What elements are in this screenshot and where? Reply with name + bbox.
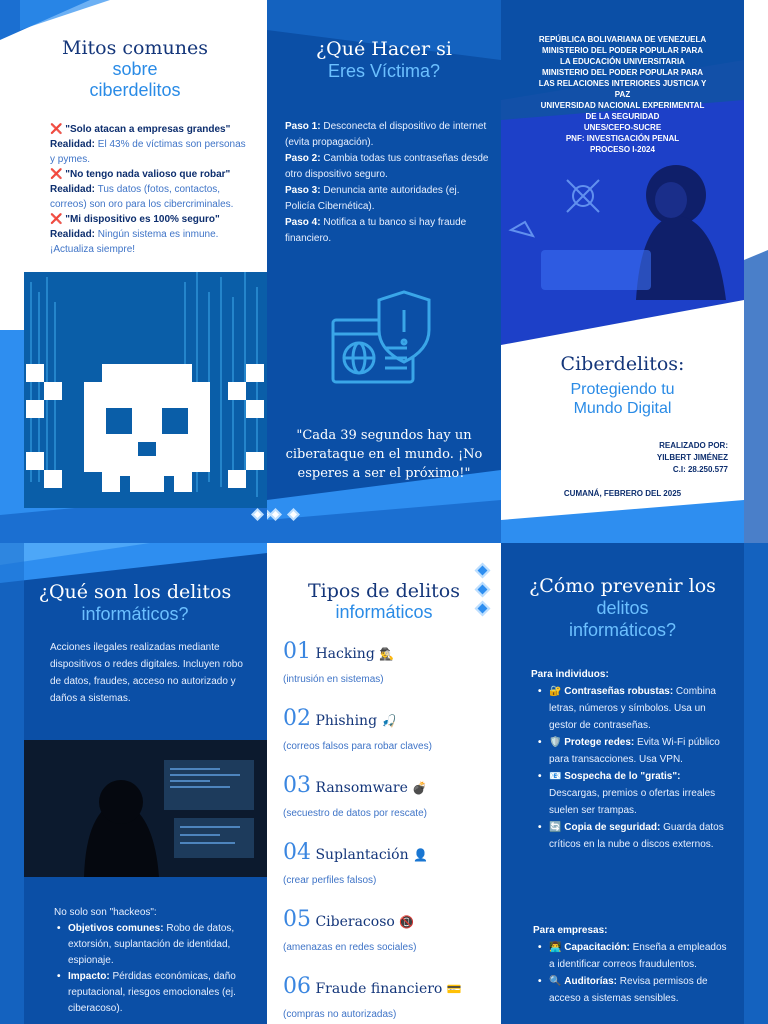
empresas-label: Para empresas:: [533, 925, 608, 936]
step-item: [285, 151, 489, 183]
prevenir-item: [535, 939, 731, 973]
mito-text: "Solo atacan a empresas grandes": [65, 124, 231, 135]
prevenir-item: [535, 768, 731, 819]
realidad-label: Realidad:: [50, 184, 96, 195]
realidad-text: Ningún sistema es inmune. ¡Actualiza siempre!: [50, 229, 219, 255]
mito-item: [50, 122, 250, 167]
tipo-item: [283, 907, 493, 974]
individuos-label: Para individuos:: [531, 669, 609, 680]
fishing-icon: 🎣: [381, 714, 397, 728]
lugar-fecha: CUMANÁ, FEBRERO DEL 2025: [563, 489, 682, 498]
user-icon: 👤: [413, 848, 429, 862]
bullet-text: Robo de datos, extorsión, suplantación de identidad, espionaje.: [68, 923, 235, 966]
not-only-text: No solo son "hackeos":: [54, 907, 157, 918]
victima-title-line2: Eres Víctima?: [327, 61, 441, 81]
item-text: Revisa permisos de acceso a sistemas sensibles.: [549, 976, 708, 1004]
tipo-name: Ciberacoso: [315, 914, 395, 930]
autor-block: [588, 440, 728, 476]
tipo-num: 02: [283, 706, 311, 731]
realidad-label: Realidad:: [50, 139, 96, 150]
realizado-label: REALIZADO POR:: [659, 441, 728, 450]
prevenir-item: [535, 683, 731, 734]
tipos-title-line2: informáticos: [335, 602, 433, 622]
item-text: Guarda datos críticos en la nube o discos externos.: [549, 822, 724, 850]
que-son-title-line2: informáticos?: [81, 604, 189, 624]
institucion-line: UNES/CEFO-SUCRE: [583, 123, 662, 132]
tipo-item: [283, 639, 493, 706]
panel-tipos: [267, 543, 501, 1024]
magnifier-icon: 🔍: [549, 976, 562, 987]
institucion-line: LAS RELACIONES INTERIORES JUSTICIA Y: [538, 79, 707, 88]
mito-text: "No tengo nada valioso que robar": [65, 169, 231, 180]
que-son-bullet: [54, 921, 242, 969]
mitos-title-line2: sobre: [112, 59, 158, 79]
mitos-title-line3: ciberdelitos: [89, 80, 181, 100]
individuos-list: [535, 683, 731, 853]
item-label: Protege redes:: [564, 737, 635, 748]
tipo-desc: (correos falsos para robar claves): [283, 741, 432, 752]
step-item: [285, 183, 489, 215]
pixel-skull-icon: [24, 272, 267, 508]
step-text: Desconecta el dispositivo de internet (evita propagación).: [285, 121, 487, 148]
portada-title: Ciberdelitos:: [560, 353, 685, 375]
tipo-num: 06: [283, 974, 311, 999]
tipo-item: [283, 840, 493, 907]
item-label: Capacitación:: [564, 942, 630, 953]
tipo-name: Fraude financiero: [315, 981, 443, 997]
prevenir-item: [535, 973, 731, 1007]
lock-icon: 🔐: [549, 686, 562, 697]
realidad-label: Realidad:: [50, 229, 96, 240]
technologist-icon: 👨‍💻: [549, 942, 562, 953]
institucion-line: REPÚBLICA BOLIVARIANA DE VENEZUELA: [538, 35, 707, 44]
mito-item: [50, 167, 250, 212]
institucion-line: MINISTERIO DEL PODER POPULAR PARA: [541, 68, 704, 77]
step-item: [285, 119, 489, 151]
step-text: Notifica a tu banco si hay fraude financiero.: [285, 217, 467, 244]
tipo-name: Phishing: [315, 713, 378, 729]
hacker-photo: [24, 740, 267, 877]
institucion-block: [515, 34, 730, 155]
item-text: Descargas, premios o ofertas irreales suelen ser trampas.: [549, 788, 716, 816]
bullet-label: Objetivos comunes:: [68, 923, 164, 934]
tipo-name: Ransomware: [315, 780, 408, 796]
item-label: Auditorías:: [564, 976, 618, 987]
item-text: Combina letras, números y símbolos. Usa un gestor de contraseñas.: [549, 686, 716, 731]
institucion-line: PNF: INVESTIGACIÓN PENAL: [565, 134, 680, 143]
tipo-desc: (crear perfiles falsos): [283, 875, 377, 886]
prevenir-title-line3: informáticos?: [568, 620, 677, 640]
refresh-icon: 🔄: [549, 822, 562, 833]
panel-prevenir: [501, 543, 768, 1024]
tipo-num: 03: [283, 773, 311, 798]
que-son-bullets: [54, 921, 242, 1017]
item-label: Copia de seguridad:: [564, 822, 661, 833]
empresas-list: [535, 939, 731, 1007]
institucion-line: PROCESO I-2024: [590, 145, 655, 154]
item-label: Sospecha de lo "gratis":: [564, 771, 681, 782]
step-text: Denuncia ante autoridades (ej. Policía Cibernética).: [285, 185, 460, 212]
bullet-text: Pérdidas económicas, daño reputacional, riesgos emocionales (ej. ciberacoso).: [68, 971, 236, 1014]
step-label: Paso 3:: [285, 185, 321, 196]
institucion-line: LA EDUCACIÓN UNIVERSITARIA: [560, 57, 685, 66]
autor-name: YILBERT JIMÉNEZ: [656, 453, 728, 462]
autor-ci: C.I: 28.250.577: [672, 465, 728, 474]
panel-mitos: [0, 0, 267, 543]
shield-icon: 🛡️: [549, 737, 562, 748]
realidad-text: El 43% de víctimas son personas y pymes.: [50, 139, 246, 165]
realidad-text: Tus datos (fotos, contactos, correos) son oro para los cibercriminales.: [50, 184, 234, 210]
tipos-title-line1: Tipos de delitos: [308, 580, 460, 602]
cross-icon: ❌: [50, 124, 63, 135]
mitos-list: [50, 122, 250, 257]
credit-card-icon: 💳: [446, 982, 462, 996]
prevenir-item: [535, 734, 731, 768]
prevenir-title-line2: delitos: [596, 598, 649, 618]
step-label: Paso 1:: [285, 121, 321, 132]
institucion-line: DE LA SEGURIDAD: [585, 112, 660, 121]
cross-icon: ❌: [50, 169, 63, 180]
step-item: [285, 215, 489, 247]
cross-icon: ❌: [50, 214, 63, 225]
tipo-name: Hacking: [315, 646, 375, 662]
tipo-desc: (compras no autorizadas): [283, 1009, 397, 1020]
item-label: Contraseñas robustas:: [564, 686, 674, 697]
institucion-line: PAZ: [614, 90, 631, 99]
step-label: Paso 2:: [285, 153, 321, 164]
que-son-intro: Acciones ilegales realizadas mediante dispositivos o redes digitales. Incluyen robo de datos, fraudes, acceso no autorizado y daños a sistemas.: [50, 642, 243, 704]
victima-quote: "Cada 39 segundos hay un ciberataque en el mundo. ¡No esperes a ser el próximo!": [285, 428, 483, 481]
bomb-icon: 💣: [412, 781, 428, 795]
tipo-name: Suplantación: [315, 847, 409, 863]
email-icon: 📧: [549, 771, 562, 782]
mito-item: [50, 212, 250, 257]
prevenir-item: [535, 819, 731, 853]
hacker-icon: 🕵️‍♂️: [379, 647, 395, 661]
tipo-num: 01: [283, 639, 311, 664]
que-son-title-line1: ¿Qué son los delitos: [38, 581, 232, 603]
tipo-item: [283, 773, 493, 840]
que-son-bullet: [54, 969, 242, 1017]
step-label: Paso 4:: [285, 217, 321, 228]
victima-steps: [285, 119, 489, 247]
tipo-num: 04: [283, 840, 311, 865]
institucion-line: MINISTERIO DEL PODER POPULAR PARA: [541, 46, 704, 55]
tipo-num: 05: [283, 907, 311, 932]
tipo-item: [283, 706, 493, 773]
item-text: Enseña a empleados a identificar correos fraudulentos.: [549, 942, 727, 970]
tipo-desc: (secuestro de datos por rescate): [283, 808, 427, 819]
tipos-list: [283, 639, 493, 1024]
victima-title-line1: ¿Qué Hacer si: [315, 38, 452, 60]
diamond-icon: [475, 563, 491, 579]
institucion-line: UNIVERSIDAD NACIONAL EXPERIMENTAL: [540, 101, 705, 110]
tipo-desc: (intrusión en sistemas): [283, 674, 384, 685]
tipo-item: [283, 974, 493, 1024]
web-security-icon: [329, 290, 439, 390]
panel-victima: [267, 0, 501, 543]
panel-portada: [501, 0, 768, 543]
tipo-desc: (amenazas en redes sociales): [283, 942, 417, 953]
mito-text: "Mi dispositivo es 100% seguro": [65, 214, 220, 225]
bullet-label: Impacto:: [68, 971, 110, 982]
prevenir-title-line1: ¿Cómo prevenir los: [529, 575, 716, 597]
mitos-title-line1: Mitos comunes: [62, 37, 208, 59]
panel-que-son: [0, 543, 267, 1024]
portada-subtitle-line1: Protegiendo tu: [570, 381, 675, 398]
no-phone-icon: 📵: [399, 915, 415, 929]
portada-subtitle-line2: Mundo Digital: [573, 400, 672, 417]
step-text: Cambia todas tus contraseñas desde otro dispositivo seguro.: [285, 153, 489, 180]
item-text: Evita Wi-Fi público para transacciones. Usa VPN.: [549, 737, 720, 765]
